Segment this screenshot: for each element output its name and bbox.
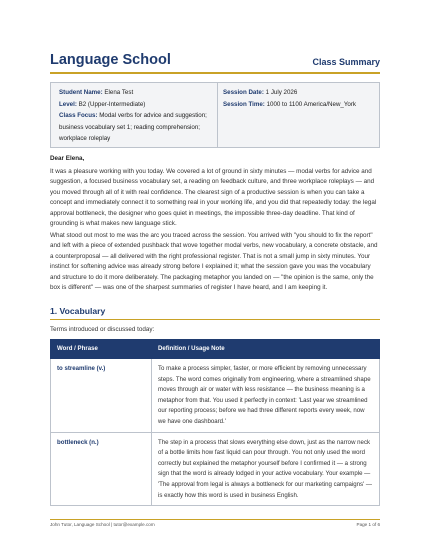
level-row [59, 99, 209, 111]
class-focus-value: Modal verbs for advice and suggestion; business vocabulary set 1; reading comprehension; workplace roleplay [59, 112, 207, 142]
footer-rule [50, 519, 380, 520]
vocab-definition: To make a process simpler, faster, or more efficient by removing unnecessary steps. The word comes originally from engineering, where a streamlined shape moves through air or water with less resistance — the business meaning is a metaphor from that. You used it perfectly in context: 'Last year we streamlined our reporting process; before we had three different reports every week, now we have one dashboard.' [152, 359, 380, 433]
session-time-row [223, 99, 373, 111]
vocab-definition: The step in a process that slows everything else down, just as the narrow neck of a bottle limits how fast liquid can pour through. You not only used the word correctly but explained the metaphor yourself before I confirmed it — a strong sign that the word is already lodged in your active vocabulary. Your example — 'The approval from legal is always a bottleneck for our marketing campaigns' — is exactly how this word is used in business English. [152, 432, 380, 506]
page-number: Page 1 of 6 [356, 522, 380, 527]
session-date-label: Session Date: [223, 89, 264, 96]
vocabulary-table [50, 339, 380, 506]
level-label: Level: [59, 100, 77, 108]
page [50, 0, 380, 556]
vocab-term: bottleneck (n.) [51, 432, 152, 506]
letter-paragraph: What stood out most to me was the arc you traced across the session. You arrived with "you should to fix the report" and left with a piece of extended pushback that wove together modal verbs, new vocabulary, a concrete obstacle, and a counterproposal — all delivered with the right professional register. That is not a small jump in sixty minutes. Your instinct for softening advice was already strong before I explained it; what the session gave you was the vocabulary and structure to do it more deliberately. The packaging metaphor you landed on — "the opinion is the same, only the box is different" — was one of the sharpest summaries of register I have heard, and I am keeping it. [50, 232, 378, 292]
student-name-value: Elena Test [104, 89, 134, 96]
letter-paragraph: It was a pleasure working with you today. We covered a lot of ground in sixty minutes — modal verbs for advice and suggestion, a focused business vocabulary set, a reading on feedback culture, and three workplace roleplays — and you moved through all of it with real confidence. The clearest sign of a productive session is when you can take a concept and immediately connect it to something real in your working life, and you did that repeatedly today: the legal approval bottleneck, the designer who goes quiet in meetings, the impossible three-day deadline. That kind of grounding is what makes new language stick. [50, 168, 377, 228]
session-info-box [50, 82, 380, 148]
section-intro: Terms introduced or discussed today: [50, 326, 155, 333]
student-name-label: Student Name: [59, 89, 103, 96]
page-header [50, 52, 380, 72]
school-title: Language School [50, 52, 171, 68]
info-divider [217, 83, 218, 147]
letter-greeting: Dear Elena, [50, 155, 85, 162]
class-focus-label: Class Focus: [59, 112, 98, 119]
vocab-term: to streamline (v.) [51, 359, 152, 433]
level-value: B2 (Upper-Intermediate) [78, 100, 146, 108]
session-date-row [223, 87, 373, 99]
session-info-column [223, 87, 373, 110]
student-info-column [59, 87, 209, 145]
student-name-row [59, 87, 209, 99]
section-rule [50, 319, 380, 320]
session-date-value: 1 July 2026 [265, 89, 298, 96]
column-header-definition: Definition / Usage Note [152, 340, 380, 359]
session-time-label: Session Time: [223, 100, 265, 108]
session-time-value: 1000 to 1100 America/New_York [266, 100, 357, 108]
document-type: Class Summary [312, 57, 380, 67]
section-title: 1. Vocabulary [50, 306, 106, 316]
column-header-word: Word / Phrase [51, 340, 152, 359]
table-header-row [51, 340, 380, 359]
header-rule [50, 72, 380, 74]
table-row [51, 432, 380, 506]
class-focus-row [59, 110, 209, 145]
table-row [51, 359, 380, 433]
footer-contact: John Tutor, Language School | tutor@example.com [50, 522, 155, 527]
